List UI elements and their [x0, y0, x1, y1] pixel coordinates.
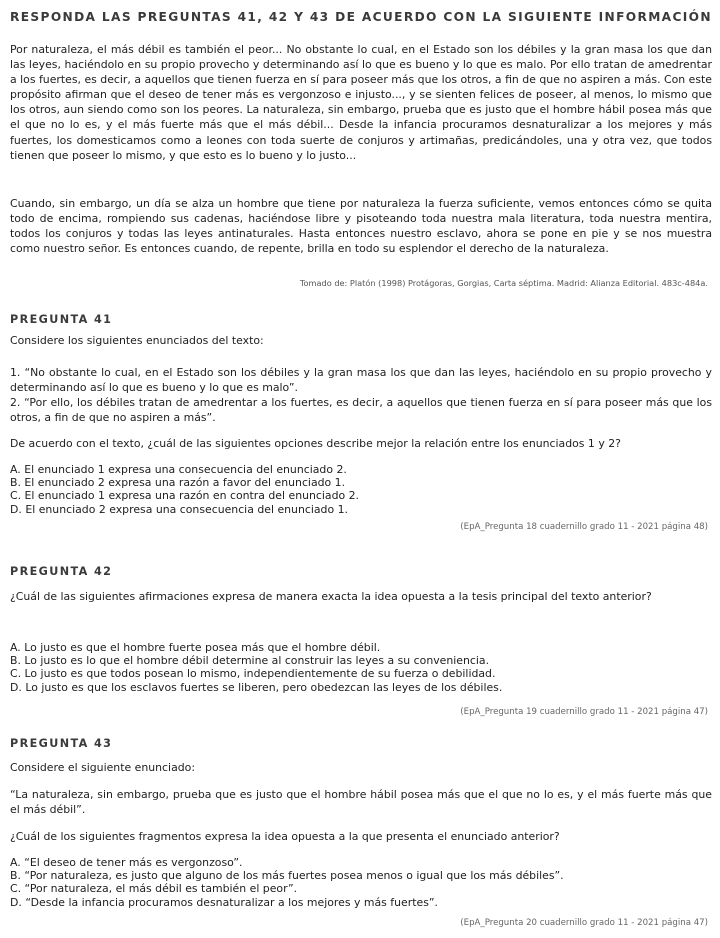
- question-43-prompt: ¿Cuál de los siguientes fragmentos expresa la idea opuesta a la que presenta el enunciado anterior?: [10, 830, 560, 843]
- question-41-options: [10, 463, 712, 516]
- passage-paragraph-2: Cuando, sin embargo, un día se alza un hombre que tiene por naturaleza la fuerza suficiente, vemos entonces cómo se quita todo de encima, rompiendo sus cadenas, haciéndose libre y pisoteando toda nuestra mala literatura, toda nuestra mentira, todos los conjuros y todas las leyes antinaturales. Hasta entonces nuestro esclavo, ahora se pone en pie y se nos muestra como nuestro señor. Es entonces cuando, de repente, brilla en todo su esplendor el derecho de la naturaleza.: [10, 197, 712, 256]
- option-a[interactable]: [10, 463, 712, 476]
- question-41-statement-1: 1. “No obstante lo cual, en el Estado son los débiles y la gran masa los que dan las leyes, haciéndolo en su propio provecho y determinando así lo que es bueno y lo que es malo”.: [10, 366, 712, 395]
- option-b[interactable]: [10, 869, 712, 882]
- option-text: “Por naturaleza, es justo que alguno de los más fuertes posea menos o igual que los más débiles”.: [24, 869, 564, 883]
- passage-source: Tomado de: Platón (1998) Protágoras, Gorgias, Carta séptima. Madrid: Alianza Editorial. 483c-484a.: [299, 278, 708, 288]
- option-b[interactable]: [10, 654, 712, 667]
- question-43-title: PREGUNTA 43: [10, 737, 113, 750]
- option-text: El enunciado 2 expresa una consecuencia del enunciado 1.: [25, 502, 348, 516]
- option-c[interactable]: [10, 882, 712, 895]
- option-text: “El deseo de tener más es vergonzoso”.: [24, 856, 243, 869]
- option-text: El enunciado 1 expresa una razón en contra del enunciado 2.: [24, 489, 360, 503]
- option-text: “Desde la infancia procuramos desnaturalizar a los mejores y más fuertes”.: [25, 895, 438, 909]
- option-letter: B.: [10, 476, 21, 490]
- question-43-options: [10, 856, 712, 909]
- option-b[interactable]: [10, 476, 712, 489]
- question-41-prompt: De acuerdo con el texto, ¿cuál de las siguientes opciones describe mejor la relación entre los enunciados 1 y 2?: [10, 437, 621, 450]
- option-letter: D.: [10, 502, 22, 516]
- option-letter: A.: [10, 641, 21, 654]
- option-text: El enunciado 1 expresa una consecuencia del enunciado 2.: [24, 463, 347, 476]
- option-letter: C.: [10, 489, 22, 503]
- question-43-reference: (EpA_Pregunta 20 cuadernillo grado 11 - 2021 página 47): [460, 918, 708, 928]
- passage-paragraph-1: Por naturaleza, el más débil es también el peor... No obstante lo cual, en el Estado son los débiles y la gran masa los que dan las leyes, haciéndolo en su propio provecho y determinando así lo que es bueno y lo que es malo. Por ello tratan de amedrentar a los fuertes, es decir, a aquellos que tienen fuerza en sí para poseer más que los otros, a fin de que no aspiren a más. Con este propósito afirman que el deseo de tener más es vergonzoso e injusto..., y se sienten felices de poseer, al menos, lo mismo que los otros, aun siendo como son los peores. La naturaleza, sin embargo, prueba que es justo que el hombre hábil posea más que el que no lo es, y el más fuerte más que el más débil... Desde la infancia procuramos desnaturalizar a los mejores y más fuertes, los domesticamos como a leones con toda suerte de conjuros y artimañas, predicándoles, una y otra vez, que todos tienen que poseer lo mismo, y que esto es lo bueno y lo justo...: [10, 43, 712, 162]
- question-42-prompt: ¿Cuál de las siguientes afirmaciones expresa de manera exacta la idea opuesta a la tesis principal del texto anterior?: [10, 590, 652, 603]
- option-letter: B.: [10, 869, 21, 883]
- question-41-reference: (EpA_Pregunta 18 cuadernillo grado 11 - 2021 página 48): [460, 522, 708, 532]
- option-letter: C.: [10, 882, 22, 896]
- question-42-options: [10, 641, 712, 694]
- option-letter: D.: [10, 895, 22, 909]
- option-text: El enunciado 2 expresa una razón a favor del enunciado 1.: [24, 476, 346, 490]
- question-43-statement: “La naturaleza, sin embargo, prueba que es justo que el hombre hábil posea más que el que no lo es, y el más fuerte más que el más débil”.: [10, 788, 712, 817]
- option-d[interactable]: [10, 503, 712, 516]
- option-a[interactable]: [10, 856, 712, 869]
- option-text: Lo justo es que los esclavos fuertes se liberen, pero obedezcan las leyes de los débiles.: [25, 680, 503, 694]
- option-d[interactable]: [10, 681, 712, 694]
- question-41-title: PREGUNTA 41: [10, 313, 113, 326]
- question-41-intro: Considere los siguientes enunciados del texto:: [10, 334, 264, 347]
- question-42-reference: (EpA_Pregunta 19 cuadernillo grado 11 - 2021 página 47): [460, 707, 708, 717]
- option-text: Lo justo es que todos posean lo mismo, independientemente de su fuerza o debilidad.: [24, 667, 496, 681]
- question-41-statement-2: 2. “Por ello, los débiles tratan de amedrentar a los fuertes, es decir, a aquellos que tienen fuerza en sí para poseer más que los otros, a fin de que no aspiren a más”.: [10, 396, 712, 425]
- option-letter: B.: [10, 654, 21, 668]
- question-42-title: PREGUNTA 42: [10, 565, 113, 578]
- option-letter: A.: [10, 463, 21, 476]
- option-a[interactable]: [10, 641, 712, 654]
- option-letter: D.: [10, 680, 22, 694]
- option-letter: A.: [10, 856, 21, 869]
- option-d[interactable]: [10, 896, 712, 909]
- option-letter: C.: [10, 667, 22, 681]
- option-text: Lo justo es que el hombre fuerte posea más que el hombre débil.: [24, 641, 381, 654]
- option-c[interactable]: [10, 489, 712, 502]
- option-c[interactable]: [10, 667, 712, 680]
- question-43-intro: Considere el siguiente enunciado:: [10, 761, 195, 774]
- option-text: Lo justo es lo que el hombre débil determine al construir las leyes a su conveniencia.: [24, 654, 490, 668]
- section-heading: RESPONDA LAS PREGUNTAS 41, 42 Y 43 DE ACUERDO CON LA SIGUIENTE INFORMACIÓN: [10, 10, 712, 24]
- option-text: “Por naturaleza, el más débil es también el peor”.: [24, 882, 298, 896]
